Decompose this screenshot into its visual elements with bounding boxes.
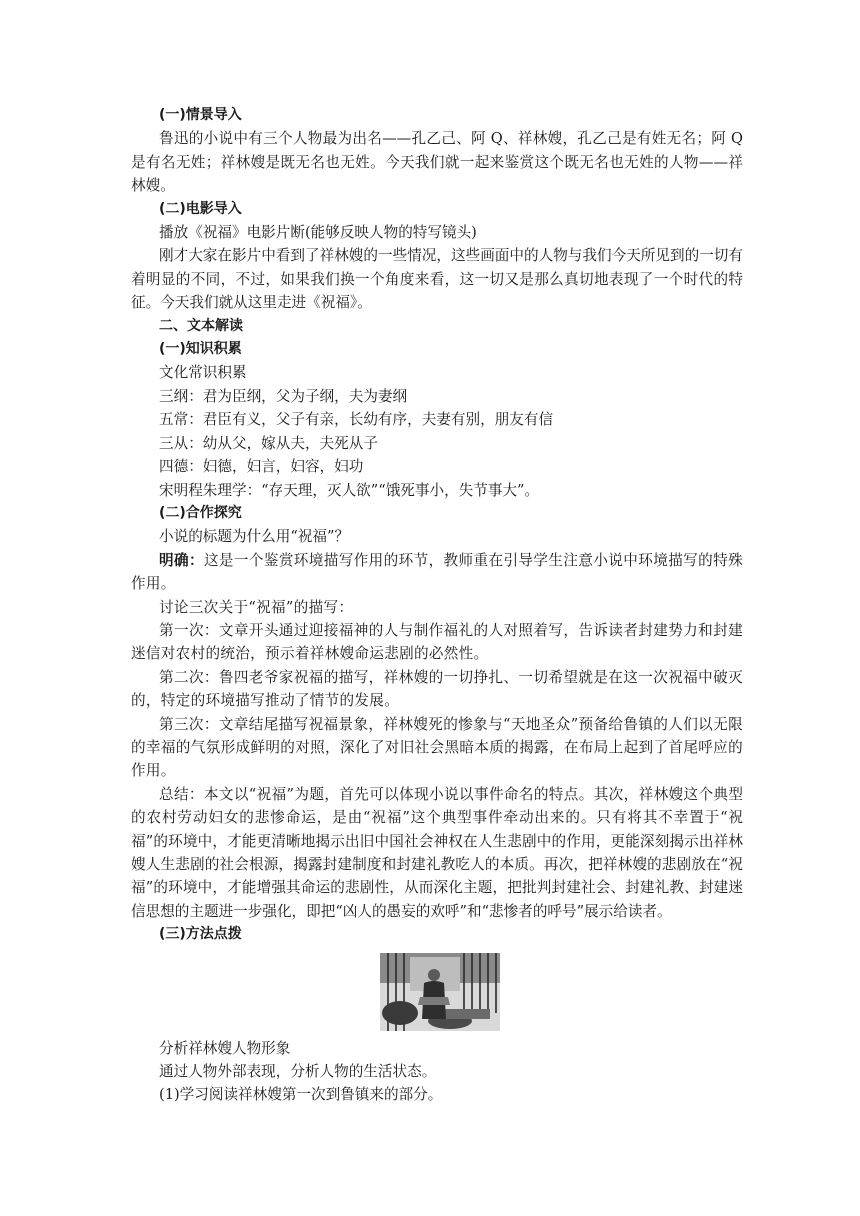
knowledge-line: 文化常识积累 xyxy=(159,364,247,382)
method-line: (1)学习阅读祥林嫂第一次到鲁镇来的部分。 xyxy=(159,1086,443,1104)
knowledge-line: 三从：幼从父，嫁从夫，夫死从子 xyxy=(159,434,378,452)
question-line: 小说的标题为什么用“祝福”？ xyxy=(159,528,350,546)
section-heading-cooperation: (二)合作探究 xyxy=(159,504,242,521)
film-intro-paragraph: 刚才大家在影片中看到了祥林嫂的一些情况，这些画面中的人物与我们今天所见到的一切有着明显的不同，不过，如果我们换一个角度来看，这一切又是那么真切地表现了一个时代的特征。今天我们就从这里走进《祝福》。 xyxy=(131,247,743,312)
xianglin-sao-illustration xyxy=(380,953,500,1031)
section-heading-film-intro: (二)电影导入 xyxy=(159,200,242,217)
knowledge-line: 四德：妇德，妇言，妇容，妇功 xyxy=(159,458,364,476)
discuss-line: 讨论三次关于“祝福”的描写： xyxy=(159,598,354,616)
method-line: 分析祥林嫂人物形象 xyxy=(159,1039,291,1057)
film-intro-line: 播放《祝福》电影片断(能够反映人物的特写镜头) xyxy=(159,224,477,242)
film-still-figure xyxy=(131,953,743,1031)
second-blessing-paragraph: 第二次：鲁四老爷家祝福的描写，祥林嫂的一切挣扎、一切希望就是在这一次祝福中破灭的，特定的环境描写推动了情节的发展。 xyxy=(131,668,743,710)
summary-paragraph: 总结：本文以“祝福”为题，首先可以体现小说以事件命名的特点。其次，祥林嫂这个典型的农村劳动妇女的悲惨命运，是由“祝福”这个典型事件牵动出来的。只有将其不幸置于“祝福”的环境中，才能更清晰地揭示出旧中国社会神权在人生悲剧中的作用，更能深刻揭示出祥林嫂人生悲剧的社会根源，揭露封建制度和封建礼教吃人的本质。再次，把祥林嫂的悲剧放在“祝福”的环境中，才能增强其命运的悲剧性，从而深化主题，把批判封建社会、封建礼教、封建迷信思想的主题进一步强化，即把“凶人的愚妄的欢呼”和“悲惨者的呼号”展示给读者。 xyxy=(131,785,743,920)
method-line: 通过人物外部表现，分析人物的生活状态。 xyxy=(159,1063,437,1081)
mingque-text: 这是一个鉴赏环境描写作用的环节，教师重在引导学生注意小说中环境描写的特殊作用。 xyxy=(131,551,743,593)
section-heading-scene-intro: (一)情景导入 xyxy=(159,107,242,123)
section-heading-knowledge: (一)知识积累 xyxy=(159,341,242,358)
first-blessing-paragraph: 第一次：文章开头通过迎接福神的人与制作福礼的人对照着写，告诉读者封建势力和封建迷信对农村的统治，预示着祥林嫂命运悲剧的必然性。 xyxy=(131,621,743,663)
third-blessing-paragraph: 第三次：文章结尾描写祝福景象，祥林嫂死的惨象与“天地圣众”预备给鲁镇的人们以无限的幸福的气氛形成鲜明的对照，深化了对旧社会黑暗本质的揭露，在布局上起到了首尾呼应的作用。 xyxy=(131,715,743,780)
section-heading-method: (三)方法点拨 xyxy=(159,926,242,943)
mingque-label: 明确： xyxy=(159,551,204,569)
part-title-text-reading: 二、文本解读 xyxy=(159,317,243,334)
document-body xyxy=(131,104,743,1107)
knowledge-line: 五常：君臣有义，父子有亲，长幼有序，夫妻有别，朋友有信 xyxy=(159,411,554,429)
scene-intro-paragraph: 鲁迅的小说中有三个人物最为出名——孔乙己、阿 Q、祥林嫂，孔乙己是有姓无名；阿 Q 是有名无姓；祥林嫂是既无名也无姓。今天我们就一起来鉴赏这个既无名也无姓的人物——祥林嫂。 xyxy=(131,130,743,195)
mingque-paragraph xyxy=(131,549,743,596)
knowledge-line: 三纲：君为臣纲，父为子纲，夫为妻纲 xyxy=(159,387,408,405)
knowledge-line: 宋明程朱理学：“存天理，灭人欲”“饿死事小，失节事大”。 xyxy=(159,481,540,499)
